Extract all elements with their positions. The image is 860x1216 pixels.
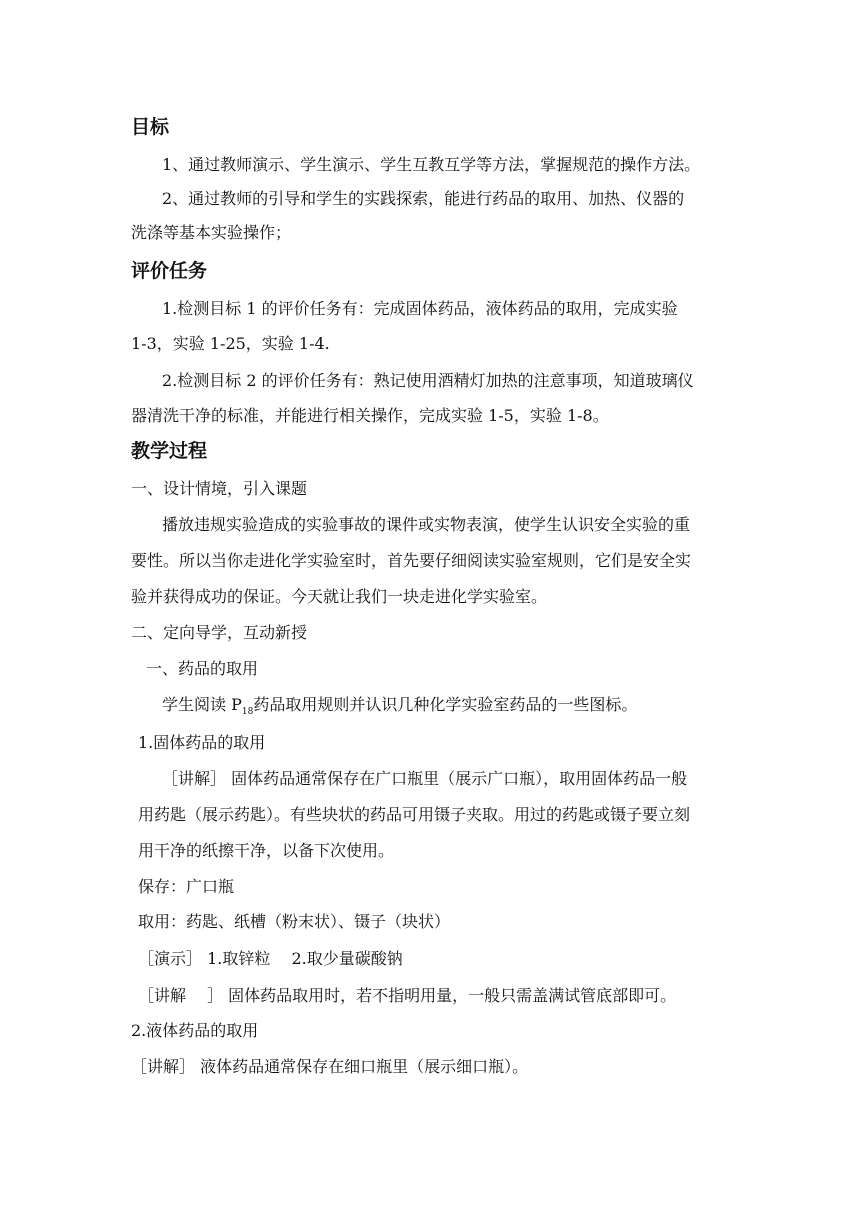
goal-2-line-2: 洗涤等基本实验操作； — [131, 223, 292, 242]
section-2-title: 二、定向导学，互动新授 — [131, 623, 308, 642]
reading-prefix: 学生阅读 P — [162, 695, 242, 714]
goal-2-line-1: 2、通过教师的引导和学生的实践探索，能进行药品的取用、加热、仪器的 — [162, 189, 685, 208]
section-1-paragraph-line-1: 播放违规实验造成的实验事故的课件或实物表演，使学生认识安全实验的重 — [162, 515, 691, 534]
storage-note: 保存：广口瓶 — [138, 877, 235, 896]
eval-2-line-2: 器清洗干净的标准，并能进行相关操作，完成实验 1-5，实验 1-8。 — [131, 406, 609, 425]
liquid-title: 2.液体药品的取用 — [131, 1021, 259, 1040]
eval-1-line-2: 1-3，实验 1-25，实验 1-4. — [131, 334, 330, 353]
section-1-paragraph-line-2: 要性。所以当你走进化学实验室时，首先要仔细阅读实验室规则，它们是安全实 — [131, 551, 692, 570]
heading-process: 教学过程 — [131, 440, 208, 462]
heading-eval: 评价任务 — [131, 260, 208, 282]
liquid-lecture-line-1: ［讲解］ 液体药品通常保存在细口瓶里（展示细口瓶）。 — [131, 1057, 529, 1076]
solid-title: 1.固体药品的取用 — [138, 733, 266, 752]
eval-2-line-1: 2.检测目标 2 的评价任务有：熟记使用酒精灯加热的注意事项，知道玻璃仪 — [162, 371, 694, 390]
subsection-1-title: 一、药品的取用 — [146, 659, 259, 678]
taking-note: 取用：药匙、纸槽（粉末状）、镊子（块状） — [138, 912, 451, 931]
solid-lecture-line-1: ［讲解］ 固体药品通常保存在广口瓶里（展示广口瓶），取用固体药品一般 — [162, 769, 688, 788]
reading-instruction — [162, 694, 637, 716]
solid-lecture-line-2: 用药匙（展示药匙）。有些块状的药品可用镊子夹取。用过的药匙或镊子要立刻 — [138, 805, 691, 824]
goal-1: 1、通过教师演示、学生演示、学生互教互学等方法，掌握规范的操作方法。 — [162, 155, 701, 174]
demo-line: ［演示］ 1.取锌粒 2.取少量碳酸钠 — [138, 949, 403, 968]
solid-lecture-line-3: 用干净的纸擦干净，以备下次使用。 — [138, 841, 395, 860]
section-1-title: 一、设计情境，引入课题 — [131, 479, 308, 498]
section-1-paragraph-line-3: 验并获得成功的保证。今天就让我们一块走进化学实验室。 — [131, 587, 548, 606]
reading-suffix: 药品取用规则并认识几种化学实验室药品的一些图标。 — [253, 695, 638, 714]
heading-goals: 目标 — [131, 116, 170, 138]
lecture-2-line: ［讲解 ］ 固体药品取用时，若不指明用量，一般只需盖满试管底部即可。 — [138, 986, 677, 1005]
page-subscript: 18 — [241, 707, 254, 718]
eval-1-line-1: 1.检测目标 1 的评价任务有：完成固体药品，液体药品的取用，完成实验 — [162, 299, 678, 318]
